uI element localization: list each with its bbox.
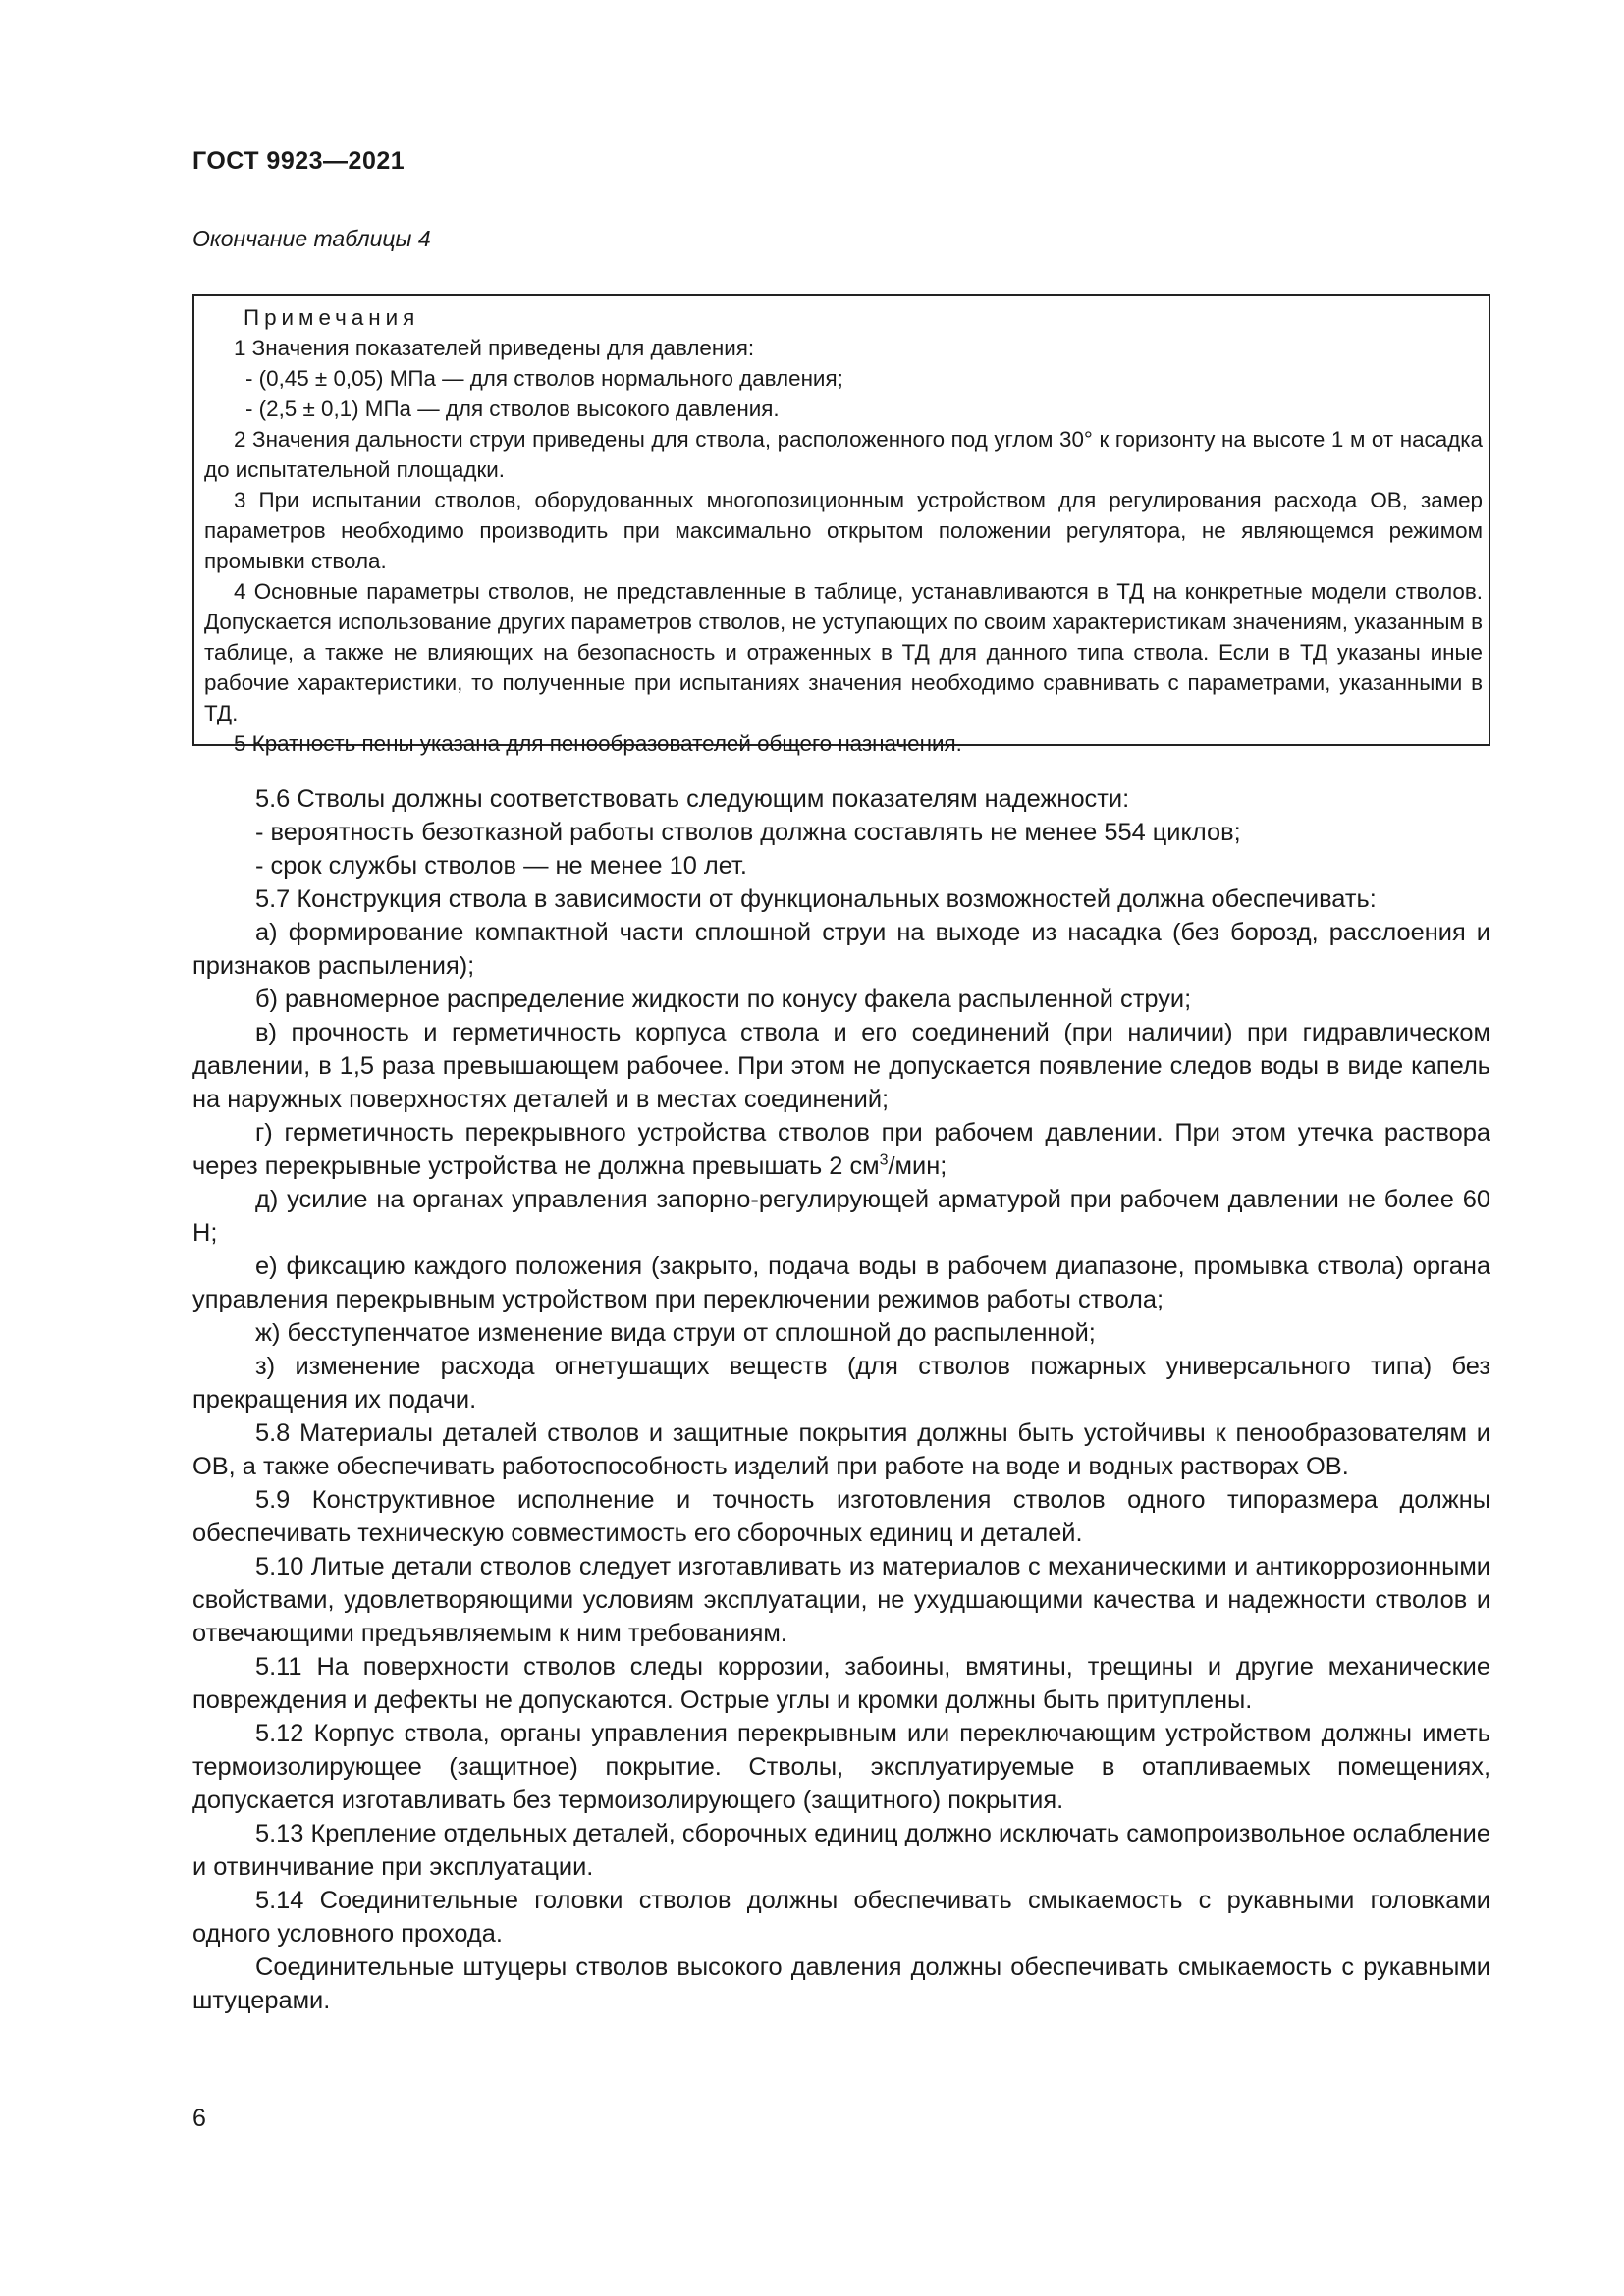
clause-5-7-item-c: в) прочность и герметичность корпуса ствола и его соединений (при наличии) при гидравлическом давлении, в 1,5 раза превышающем рабочее. При этом не допускается появление следов воды в виде капель на наружных поверхностях деталей и в местах соединений; [192,1019,1490,1113]
superscript-exponent: 3 [879,1151,889,1169]
clause-5-9: 5.9 Конструктивное исполнение и точность изготовления стволов одного типоразмера должны обеспечивать техническую совместимость его сборочных единиц и деталей. [192,1486,1490,1547]
note-5: 5 Кратность пены указана для пенообразователей общего назначения. [234,731,962,756]
table-notes-box [192,294,1490,756]
note-1: 1 Значения показателей приведены для давления: [234,336,755,360]
notes-title: Примечания [244,305,420,330]
clause-5-7-item-d-text: г) герметичность перекрывного устройства стволов при рабочем давлении. При этом утечка раствора через перекрывные устройства не должна превышать 2 см [192,1119,1490,1180]
note-2: 2 Значения дальности струи приведены для ствола, расположенного под углом 30° к горизонту на высоте 1 м от насадка до испытательной площадки. [204,427,1483,482]
clause-5-7-item-b: б) равномерное распределение жидкости по конусу факела распыленной струи; [255,986,1192,1013]
clause-5-7-item-e: д) усилие на органах управления запорно-регулирующей арматурой при рабочем давлении не более 60 Н; [192,1186,1490,1247]
note-4: 4 Основные параметры стволов, не представленные в таблице, устанавливаются в ТД на конкретные модели стволов. Допускается использование других параметров стволов, не уступающих по своим характеристикам значениям, указанным в таблице, а также не влияющих на безопасность и отраженных в ТД для данного типа ствола. Если в ТД указаны иные рабочие характеристики, то полученные при испытаниях значения необходимо сравнивать с параметрами, указанными в ТД. [204,579,1483,725]
clause-5-12: 5.12 Корпус ствола, органы управления перекрывным или переключающим устройством должны иметь термоизолирующее (защитное) покрытие. Стволы, эксплуатируемые в отапливаемых помещениях, допускается изготавливать без термоизолирующего (защитного) покрытия. [192,1720,1490,1814]
note-1-item-a: - (0,45 ± 0,05) МПа — для стволов нормального давления; [245,366,843,391]
clause-5-11: 5.11 На поверхности стволов следы коррозии, забоины, вмятины, трещины и другие механические повреждения и дефекты не допускаются. Острые углы и кромки должны быть притуплены. [192,1653,1490,1714]
clause-5-14-para-2: Соединительные штуцеры стволов высокого давления должны обеспечивать смыкаемость с рукавными штуцерами. [192,1953,1490,2014]
clause-5-7-item-d [192,1116,1490,1183]
note-1-item-b: - (2,5 ± 0,1) МПа — для стволов высокого давления. [245,397,780,421]
note-3: 3 При испытании стволов, оборудованных многопозиционным устройством для регулирования расхода ОВ, замер параметров необходимо производить при максимально открытом положении регулятора, не являющемся режимом промывки ствола. [204,488,1483,573]
clause-5-7-item-d-tail: /мин; [888,1152,947,1180]
table-caption: Окончание таблицы 4 [192,226,431,251]
clause-5-10: 5.10 Литые детали стволов следует изготавливать из материалов с механическими и антикоррозионными свойствами, удовлетворяющими условиям эксплуатации, не ухудшающими качества и надежности стволов и отвечающими предъявляемым к ним требованиям. [192,1553,1490,1647]
page-number: 6 [192,2105,206,2132]
clause-5-6-item-b: - срок службы стволов — не менее 10 лет. [255,852,747,880]
document-body [192,782,1490,2017]
clause-5-13: 5.13 Крепление отдельных деталей, сборочных единиц должно исключать самопроизвольное ослабление и отвинчивание при эксплуатации. [192,1820,1490,1881]
clause-5-7-item-h: з) изменение расхода огнетушащих веществ (для стволов пожарных универсального типа) без прекращения их подачи. [192,1353,1490,1414]
document-header: ГОСТ 9923—2021 [192,147,406,175]
clause-5-7-item-a: а) формирование компактной части сплошной струи на выходе из насадка (без борозд, расслоения и признаков распыления); [192,919,1490,980]
clause-5-7: 5.7 Конструкция ствола в зависимости от функциональных возможностей должна обеспечивать: [255,885,1377,913]
clause-5-8: 5.8 Материалы деталей стволов и защитные покрытия должны быть устойчивы к пенообразователям и ОВ, а также обеспечивать работоспособность изделий при работе на воде и водных растворах ОВ. [192,1419,1490,1480]
clause-5-6-item-a: - вероятность безотказной работы стволов должна составлять не менее 554 циклов; [255,819,1241,846]
clause-5-6: 5.6 Стволы должны соответствовать следующим показателям надежности: [255,785,1130,813]
clause-5-7-item-g: ж) бесступенчатое изменение вида струи от сплошной до распыленной; [255,1319,1096,1347]
clause-5-7-item-f: е) фиксацию каждого положения (закрыто, подача воды в рабочем диапазоне, промывка ствола) органа управления перекрывным устройством при переключении режимов работы ствола; [192,1253,1490,1313]
clause-5-14: 5.14 Соединительные головки стволов должны обеспечивать смыкаемость с рукавными головками одного условного прохода. [192,1887,1490,1948]
